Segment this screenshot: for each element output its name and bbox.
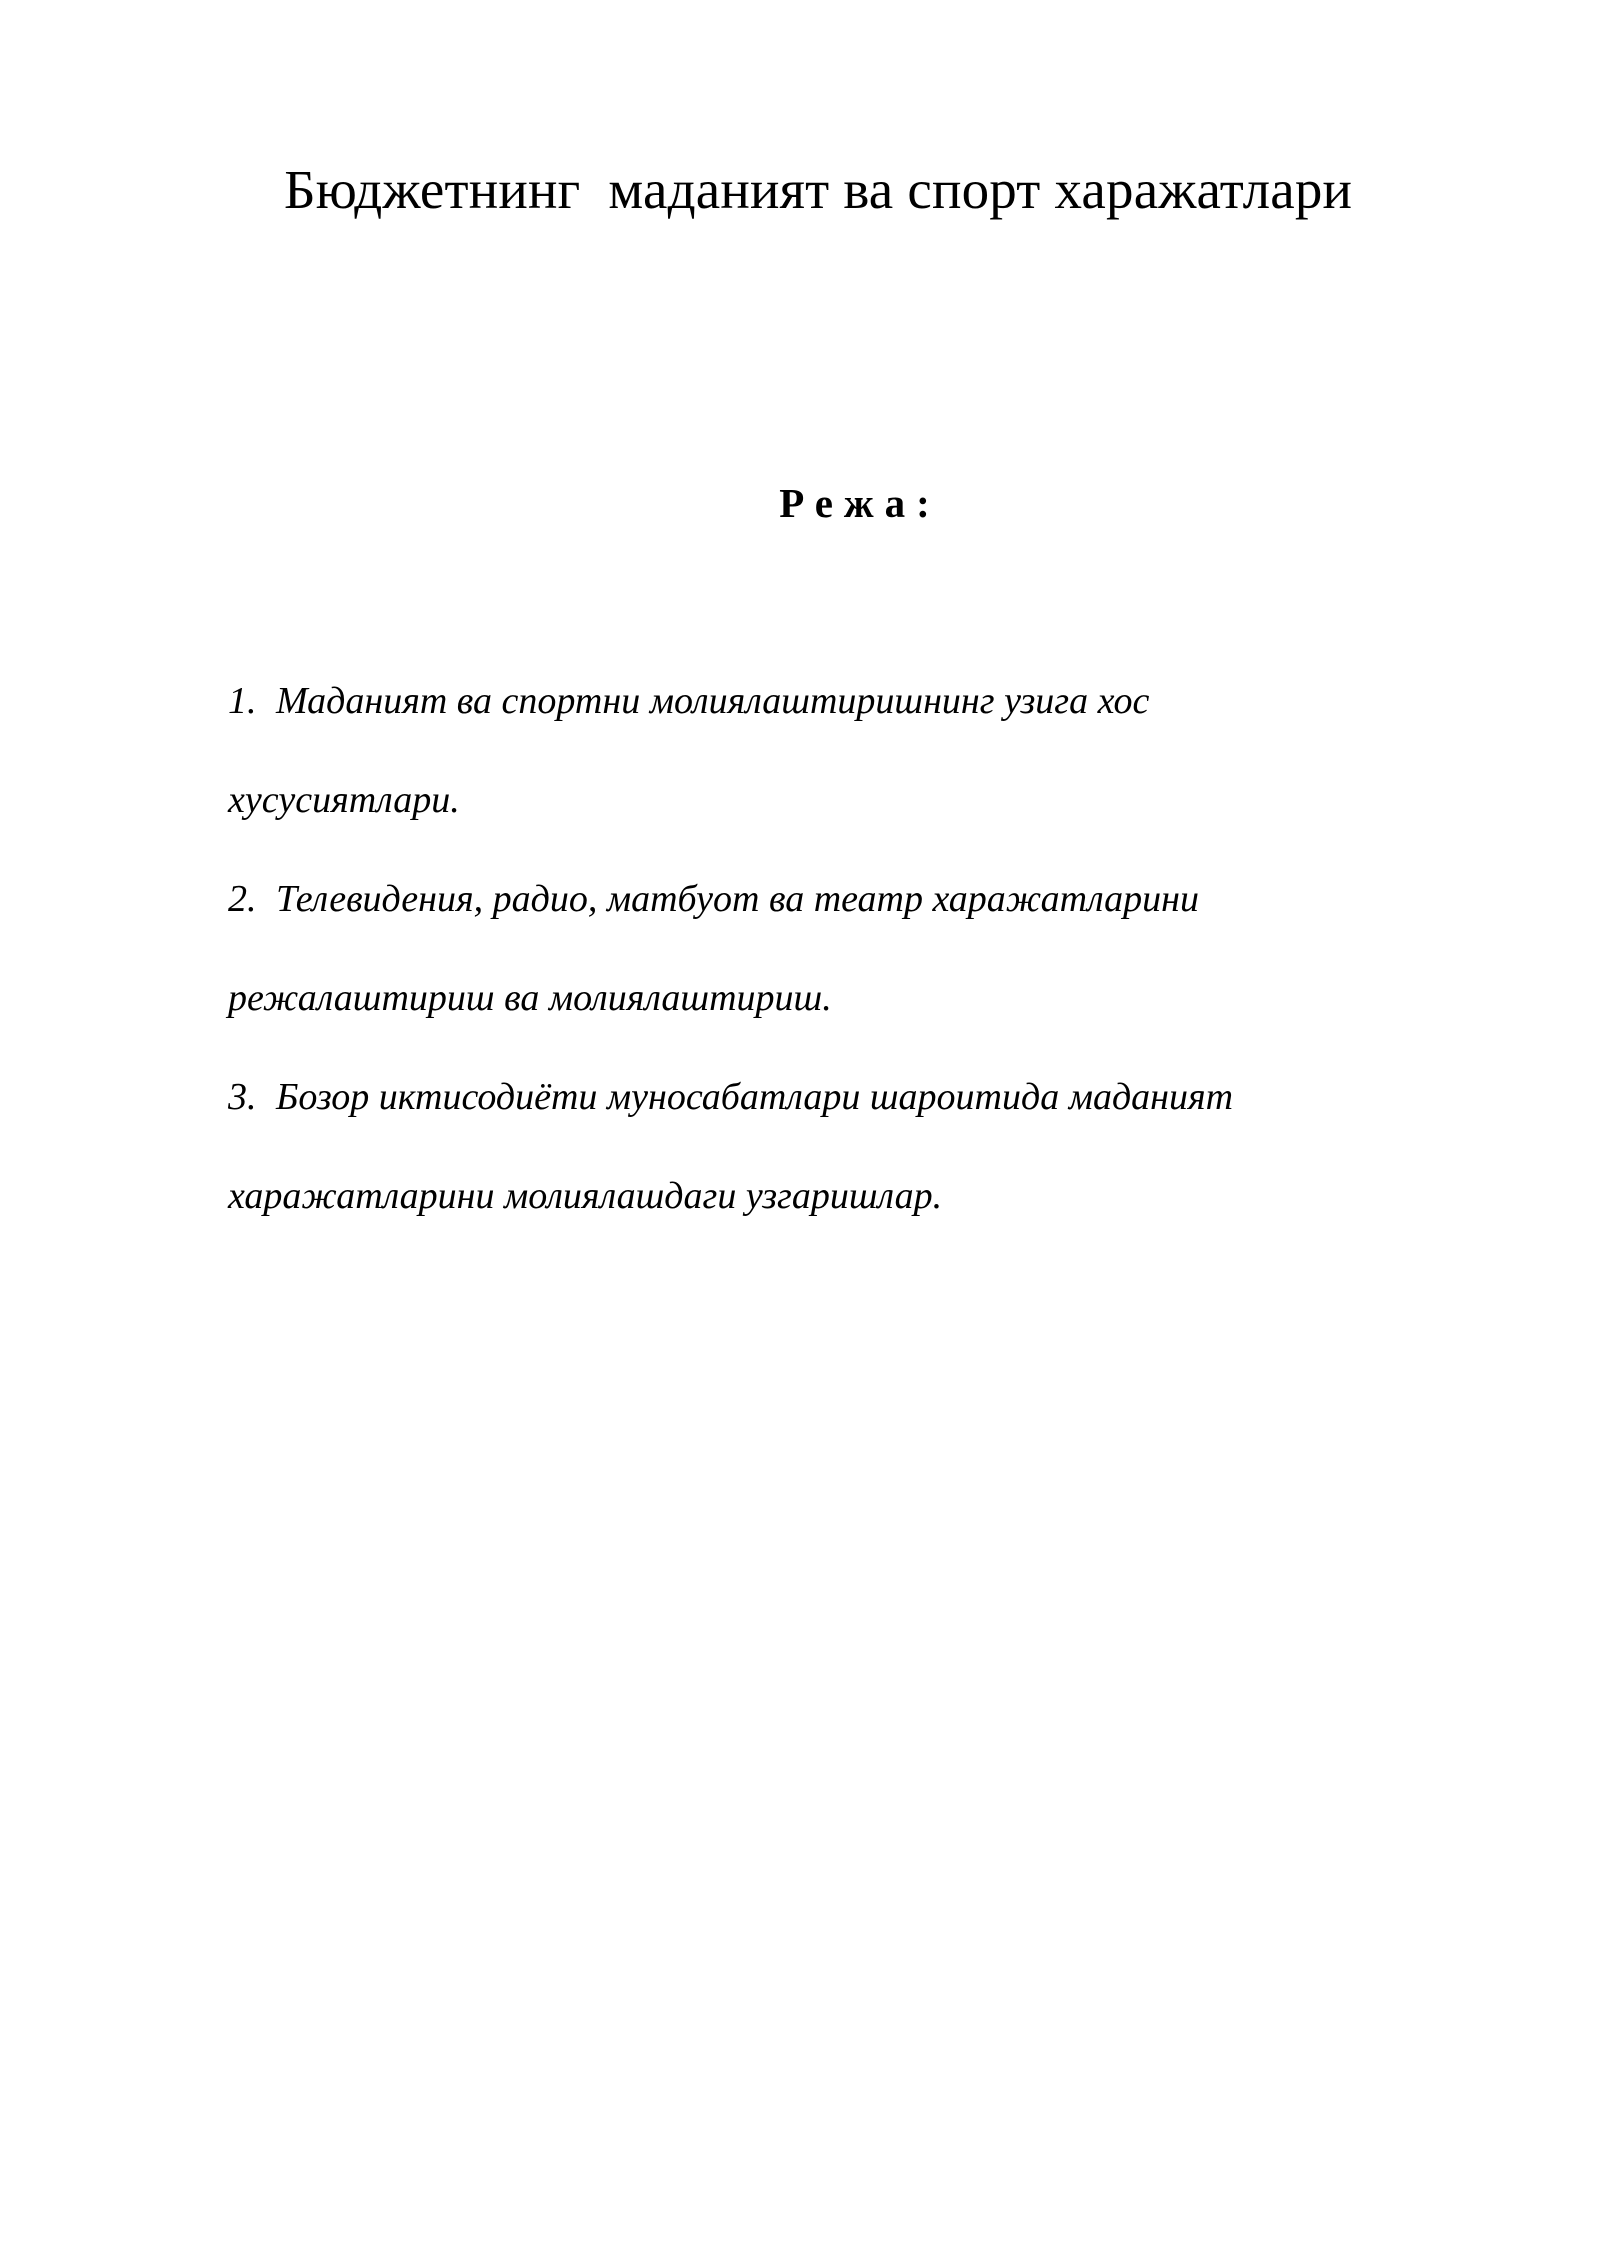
plan-item-2 (228, 850, 1408, 1048)
plan-item-continuation: режалаштириш ва молиялаштириш. (228, 977, 832, 1019)
plan-item-line (228, 652, 1408, 751)
plan-item-continuation: харажатларини молиялашдаги узгаришлар. (228, 1175, 943, 1217)
plan-item-line (228, 1048, 1408, 1147)
plan-heading: Режа: (779, 480, 941, 526)
plan-item-1 (228, 652, 1408, 850)
plan-item-number: 3. (228, 1076, 257, 1118)
plan-item-3 (228, 1048, 1408, 1246)
plan-item-text: Маданият ва спортни молиялаштиришнинг узига хос (276, 680, 1150, 722)
plan-item-line (228, 850, 1408, 949)
plan-item-number: 1. (228, 680, 257, 722)
plan-list (228, 652, 1408, 1246)
document-title: Бюджетнинг маданият ва спорт харажатлари (284, 159, 1353, 220)
plan-item-continuation: хусусиятлари. (228, 779, 460, 821)
plan-item-text: Бозор иктисодиёти муносабатлари шароитида маданият (276, 1076, 1234, 1118)
plan-item-text: Телевидения, радио, матбуот ва театр харажатларини (276, 878, 1199, 920)
plan-item-number: 2. (228, 878, 257, 920)
